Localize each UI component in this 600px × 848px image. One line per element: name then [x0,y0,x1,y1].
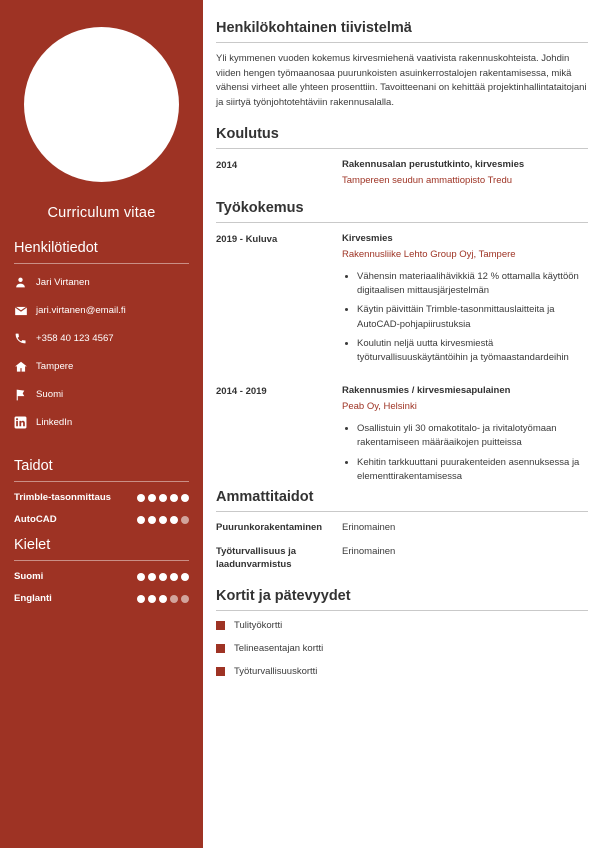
experience-bullet: • Osallistuin yli 30 omakotitalo- ja rivitalotyömaan rakentamiseen määräaikojen puitteissa [357,422,588,450]
professional-skills-heading: Ammattitaidot [216,489,588,512]
language-rating [137,573,189,581]
summary-heading: Henkilökohtainen tiivistelmä [216,20,588,43]
rating-dot [159,494,167,502]
experience-title: Rakennusmies / kirvesmiesapulainen [342,385,511,397]
education-date: 2014 [216,160,238,171]
experience-date: 2019 - Kuluva [216,234,278,245]
education-entry [216,158,588,188]
profile-photo [24,27,179,182]
contact-item-phone [14,330,189,347]
skills-heading: Taidot [14,458,189,482]
experience-body [342,232,588,370]
education-section [216,126,588,190]
professional-skill-label: Työturvallisuus ja laadunvarmistus [216,545,297,571]
skill-row [14,492,189,503]
contact-heading: Henkilötiedot [14,240,189,264]
experience-heading: Työkokemus [216,200,588,223]
certificate-item [216,643,588,654]
skills-section [14,458,189,536]
professional-skill-label: Puurunkorakentaminen [216,522,323,533]
contact-item-email[interactable] [14,302,189,319]
rating-dot [159,573,167,581]
experience-bullet: • Käytin päivittäin Trimble-tasonmittauslaitteita ja AutoCAD-pohjapiirustuksia [357,303,588,331]
experience-bullets [342,422,588,484]
skill-label: AutoCAD [14,514,57,525]
rating-dot [148,573,156,581]
rating-dot [148,494,156,502]
summary-section [216,20,588,110]
education-institution: Tampereen seudun ammattiopisto Tredu [342,175,513,186]
professional-skills-section [216,489,588,582]
professional-skill-row [216,521,588,535]
certificate-label: Työturvallisuuskortti [234,666,318,677]
languages-section [14,537,189,615]
rating-dot [181,573,189,581]
certificate-label: Telineasentajan kortti [234,643,324,654]
skill-rating [137,516,189,524]
contact-item-linkedin[interactable] [14,414,189,431]
flag-icon [14,386,33,403]
experience-entry [216,384,588,489]
contact-item-city [14,358,189,375]
phone-icon [14,330,33,347]
certificates-section [216,588,588,689]
professional-skill-row [216,545,588,572]
contact-city-text: Tampere [36,361,74,372]
contact-section [14,240,189,442]
contact-phone-text: +358 40 123 4567 [36,333,114,344]
rating-dot [170,494,178,502]
square-bullet-icon [216,667,225,676]
certificate-label: Tulityökortti [234,620,283,631]
person-icon [14,274,33,291]
professional-skill-level: Erinomainen [342,522,396,533]
sidebar [0,0,203,848]
rating-dot [137,494,145,502]
experience-bullet: • Vähensin materiaalihävikkiä 12 % ottamalla käyttöön digitaalisen mittausjärjestelmän [357,270,588,298]
contact-linkedin-text: LinkedIn [36,417,73,428]
education-title: Rakennusalan perustutkinto, kirvesmies [342,159,525,170]
rating-dot-empty [181,516,189,524]
rating-dot [170,573,178,581]
cv-title: Curriculum vitae [47,205,156,221]
experience-body [342,384,588,489]
certificate-item [216,620,588,631]
language-rating [137,595,189,603]
skill-rating [137,494,189,502]
rating-dot [137,573,145,581]
rating-dot-empty [181,595,189,603]
rating-dot [148,595,156,603]
contact-item-name [14,274,189,291]
square-bullet-icon [216,621,225,630]
rating-dot [148,516,156,524]
language-label: Suomi [14,571,44,582]
rating-dot [159,595,167,603]
education-heading: Koulutus [216,126,588,149]
experience-section [216,200,588,491]
language-label: Englanti [14,593,52,604]
experience-entry [216,232,588,370]
skill-label: Trimble-tasonmittaus [14,492,112,503]
experience-company: Rakennusliike Lehto Group Oyj, Tampere [342,249,516,260]
experience-company: Peab Oy, Helsinki [342,401,417,413]
experience-bullets [342,270,588,365]
rating-dot [137,516,145,524]
rating-dot [170,516,178,524]
envelope-icon [14,302,33,319]
rating-dot [159,516,167,524]
linkedin-icon [14,414,33,431]
languages-heading: Kielet [14,537,189,561]
contact-email-text: jari.virtanen@email.fi [36,305,126,316]
certificates-heading: Kortit ja pätevyydet [216,588,588,611]
contact-country-text: Suomi [36,389,64,400]
language-row [14,571,189,582]
professional-skill-level: Erinomainen [342,545,396,557]
experience-bullet: • Kehitin tarkkuuttani puurakenteiden asennuksessa ja elementtirakentamisessa [357,456,588,484]
contact-name-text: Jari Virtanen [36,277,90,288]
experience-date: 2014 - 2019 [216,386,267,398]
education-body [342,158,588,188]
rating-dot [137,595,145,603]
experience-bullet: • Koulutin neljä uutta kirvesmiestä työturvallisuuskäytäntöihin ja työmaastandardeihin [357,337,588,365]
rating-dot-empty [170,595,178,603]
experience-title: Kirvesmies [342,233,393,244]
rating-dot [181,494,189,502]
skill-row [14,514,189,525]
summary-text: Yli kymmenen vuoden kokemus kirvesmiehenä vaativista rakennuskohteista. Johdin viiden hengen työmaanosaa puurunkoisten asuinkerrostalojen rakentamisessa, mikä vähensi virheet alle yhteen prosenttiin. Tavoitteenani on kehittää projektinhallintataitojani ja siirtyä työnjohtotehtäviin rakennusalalla. [216,53,587,108]
contact-item-country [14,386,189,403]
certificate-item [216,666,588,677]
language-row [14,593,189,604]
square-bullet-icon [216,644,225,653]
home-icon [14,358,33,375]
